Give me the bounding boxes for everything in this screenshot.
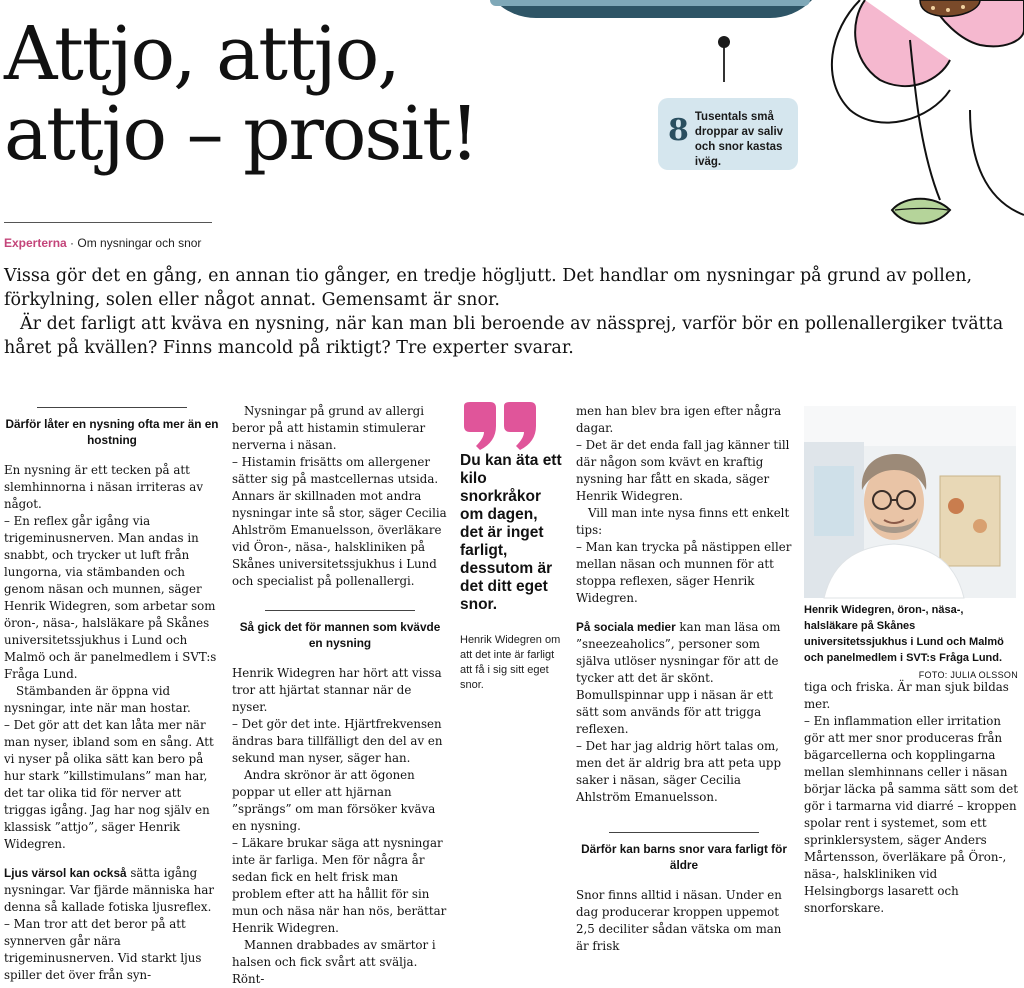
paragraph: En nysning är ett tecken på att slemhinnorna i näsan irriteras av något. bbox=[4, 463, 203, 511]
kicker-text: · Om nysningar och snor bbox=[66, 236, 202, 250]
paragraph: – Histamin frisätts om allergener sätter sig på mastcellernas utsida. Annars är skillnaden mot andra nysningar inte så stor, säger Cecilia Ahlström Emanuelsson, överläkare vid Öron-, näsa-, halskliniken på Skånes universitetssjukhus i Lund och specialist på pollenallergi. bbox=[232, 455, 447, 588]
stat-text: Tusentals små droppar av saliv och snor kastas iväg. bbox=[694, 111, 784, 168]
caption-text: Henrik Widegren, öron-, näsa-, halsläkare på Skånes universitetssjukhus i Lund och Malmö och panelmedlem i SVT:s Fråga Lund. bbox=[804, 604, 1004, 664]
column-4 bbox=[804, 679, 1018, 917]
kicker bbox=[4, 236, 201, 250]
ingress-paragraph: Är det farligt att kväva en nysning, när kan man bli beroende av nässprej, varför bör en pollenallergiker tvätta håret på kvällen? Finns mancold på riktigt? Tre experter svarar. bbox=[4, 314, 1004, 358]
paragraph: Nysningar på grund av allergi beror på att histamin stimulerar nerverna i näsan. bbox=[232, 404, 426, 452]
paragraph: tiga och friska. Är man sjuk bildas mer. bbox=[804, 680, 1009, 711]
photo-caption bbox=[804, 602, 1018, 683]
paragraph: Snor finns alltid i näsan. Under en dag producerar kroppen uppemot 2,5 deciliter sådan vätska om man är frisk bbox=[576, 888, 782, 953]
paragraph: Mannen drabbades av smärtor i halsen och fick svårt att svälja. Rönt- bbox=[232, 938, 436, 986]
paragraph bbox=[576, 619, 792, 738]
photo-credit: FOTO: JULIA OLSSON bbox=[918, 670, 1018, 680]
kicker-tag: Experterna bbox=[4, 236, 67, 250]
paragraph bbox=[4, 865, 220, 916]
paragraph: – Läkare brukar säga att nysningar inte är farliga. Men för några år sedan fick en helt frisk man problem efter att ha hållit för sin mun och näsa när han nös, berättar Henrik Widegren. bbox=[232, 836, 447, 935]
paragraph: – En inflammation eller irritation gör att mer snor produceras från bägarcellerna och kopplingarna mellan slemhinnans celler i näsan börjar läcka på samma sätt som det gör i tarmarna vid diarré – kroppen spolar rent i systemet, som ett sprinklersystem, säger Anders Mårtensson, överläkare på Öron-, näsa-, halskliniken vid Helsingborgs lasarett och snorforskare. bbox=[804, 714, 1018, 915]
ingress bbox=[4, 264, 1014, 360]
lead-rest: sätta igång nysningar. Var fjärde människa har denna så kallade fotiska ljusreflex. bbox=[4, 866, 214, 914]
portrait-photo bbox=[804, 406, 1016, 598]
paragraph: – Det gör att det kan låta mer när man nyser, ibland som en sång. Att vi nyser på olika sätt kan bero på hur stark ”killstimulans” man har, det tar olika tid för nerver att triggas igång. Jag har nog själv en klassisk ”attjo”, säger Henrik Widegren. bbox=[4, 718, 214, 851]
decorative-blob-edge bbox=[490, 0, 810, 6]
article-title bbox=[4, 11, 624, 177]
subhead-rule bbox=[265, 610, 415, 611]
paragraph: – Det gör det inte. Hjärtfrekvensen ändras bara tillfälligt den del av en sekund man nyser, säger han. bbox=[232, 717, 443, 765]
stat-number: 8 bbox=[668, 113, 689, 148]
column-3 bbox=[576, 403, 792, 955]
paragraph: Andra skrönor är att ögonen poppar ut eller att hjärnan ”sprängs” om man försöker kväva en nysning. bbox=[232, 768, 436, 833]
title-line-1: Attjo, attjo, bbox=[4, 11, 399, 97]
paragraph: Stämbanden är öppna vid nysningar, inte när man hostar. bbox=[4, 684, 191, 715]
pin-dot bbox=[718, 36, 730, 48]
kicker-rule bbox=[4, 222, 212, 223]
lead-rest: kan man läsa om ”sneezeaholics”, personer som själva utlöser nysningar för att de tycker att det är skönt. Bomullspinnar upp i näsan är ett sätt som används för att trigga reflexen. bbox=[576, 620, 781, 736]
paragraph: – Man tror att det beror på att synnerven går nära trigeminusnerven. Vid starkt ljus spiller det över från syn- bbox=[4, 917, 202, 982]
column-2 bbox=[232, 403, 448, 988]
ingress-paragraph: Vissa gör det en gång, en annan tio gånger, en tredje högljutt. Det handlar om nysningar på grund av pollen, förkylning, solen eller något annat. Gemensamt är snor. bbox=[4, 266, 973, 310]
pull-quote: Du kan äta ett kilo snorkråkor om dagen, det är inget farligt, dessutom är det ditt eget snor. bbox=[460, 452, 562, 613]
subhead-rule bbox=[37, 407, 187, 408]
lead-in: Ljus värsol kan också bbox=[4, 866, 127, 880]
lead-in: På sociala medier bbox=[576, 620, 676, 634]
pull-quote-attribution: Henrik Widegren om att det inte är farligt att få i sig sitt eget snor. bbox=[460, 634, 561, 691]
subhead: Därför låter en nysning ofta mer än en hostning bbox=[5, 417, 219, 447]
paragraph: – En reflex går igång via trigeminusnerven. Man andas in snabbt, och trycker ut luft från lungorna, via stämbanden och genom näsan och munnen, säger Henrik Widegren, som arbetar som öron-, näsa-, halsläkare på Skånes universitetssjukhus i Lund och Malmö och är panelmedlem i SVT:s Fråga Lund. bbox=[4, 514, 217, 681]
paragraph: Vill man inte nysa finns ett enkelt tips: bbox=[576, 506, 790, 537]
column-1 bbox=[4, 407, 220, 984]
pin-line bbox=[723, 42, 725, 82]
subhead: Så gick det för mannen som kvävde en nysning bbox=[239, 620, 441, 650]
title-line-2: attjo – prosit! bbox=[4, 91, 478, 177]
quote-marks-icon bbox=[460, 402, 540, 452]
stat-box bbox=[658, 98, 798, 170]
paragraph: – Det är det enda fall jag känner till där någon som kvävt en kraftig nysning har fått en skada, säger Henrik Widegren. bbox=[576, 438, 790, 503]
paragraph: – Det har jag aldrig hört talas om, men det är aldrig bra att peta upp saker i näsan, säger Cecilia Ahlström Emanuelsson. bbox=[576, 739, 782, 804]
subhead: Därför kan barns snor vara farligt för äldre bbox=[581, 842, 787, 872]
paragraph: – Man kan trycka på nästippen eller mellan näsan och munnen för att stoppa reflexen, säger Henrik Widegren. bbox=[576, 540, 792, 605]
paragraph: Henrik Widegren har hört att vissa tror att hjärtat stannar när de nyser. bbox=[232, 666, 442, 714]
paragraph: men han blev bra igen efter några dagar. bbox=[576, 404, 782, 435]
flower-illustration bbox=[820, 0, 1024, 250]
subhead-rule bbox=[609, 832, 759, 833]
